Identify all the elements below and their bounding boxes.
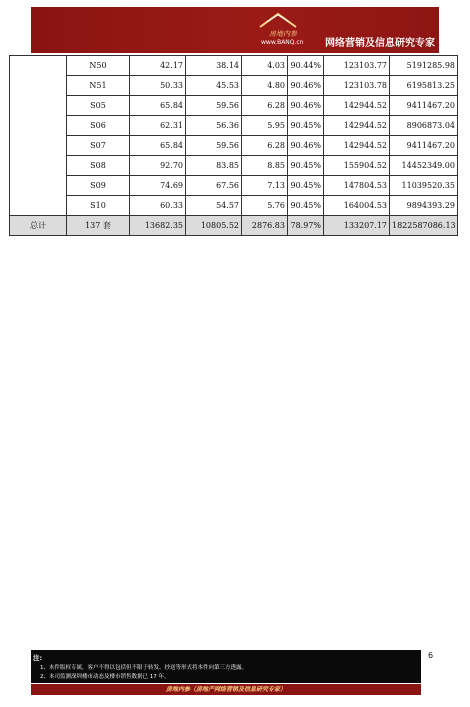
note-line-2: 2、本司监测深圳楼市动态及楼市销售数据已 17 年。: [40, 674, 170, 680]
value-cell: 54.57: [186, 196, 242, 216]
table-row: [10, 176, 458, 196]
logo-script: 房地内参: [269, 30, 297, 38]
table-row: [10, 136, 458, 156]
value-cell: 92.70: [130, 156, 186, 176]
value-cell: 142944.52: [324, 136, 390, 156]
table-row: [10, 56, 458, 76]
value-cell: 4.03: [242, 56, 288, 76]
note-line-1: 1、本件版权专属，客户不得以包括但不限于转发、抄送等形式将本件向第三方透露。: [40, 665, 248, 671]
value-cell: 67.56: [186, 176, 242, 196]
value-cell: 164004.53: [324, 196, 390, 216]
value-cell: 8.85: [242, 156, 288, 176]
value-cell: 123103.77: [324, 56, 390, 76]
total-label-cell: 总计: [10, 216, 67, 236]
value-cell: 62.31: [130, 116, 186, 136]
value-cell: 60.33: [130, 196, 186, 216]
value-cell: 155904.52: [324, 156, 390, 176]
unit-cell: S05: [67, 96, 130, 116]
value-cell: 59.56: [186, 136, 242, 156]
table-row: [10, 156, 458, 176]
total-value-cell: 2876.83: [242, 216, 288, 236]
table-row: [10, 196, 458, 216]
value-cell: 7.13: [242, 176, 288, 196]
total-value-cell: 13682.35: [130, 216, 186, 236]
value-cell: 65.84: [130, 96, 186, 116]
unit-cell: S09: [67, 176, 130, 196]
value-cell: 74.69: [130, 176, 186, 196]
unit-cell: N50: [67, 56, 130, 76]
total-value-cell: 10805.52: [186, 216, 242, 236]
value-cell: 56.36: [186, 116, 242, 136]
value-cell: 90.45%: [288, 156, 324, 176]
data-table: [9, 55, 458, 236]
value-cell: 5191285.98: [390, 56, 458, 76]
value-cell: 123103.78: [324, 76, 390, 96]
total-value-cell: 78.97%: [288, 216, 324, 236]
value-cell: 38.14: [186, 56, 242, 76]
value-cell: 9411467.20: [390, 136, 458, 156]
value-cell: 90.46%: [288, 96, 324, 116]
value-cell: 83.85: [186, 156, 242, 176]
value-cell: 45.53: [186, 76, 242, 96]
value-cell: 90.45%: [288, 116, 324, 136]
value-cell: 147804.53: [324, 176, 390, 196]
value-cell: 11039520.35: [390, 176, 458, 196]
value-cell: 5.95: [242, 116, 288, 136]
value-cell: 6195813.25: [390, 76, 458, 96]
unit-cell: S10: [67, 196, 130, 216]
value-cell: 142944.52: [324, 116, 390, 136]
unit-cell: S06: [67, 116, 130, 136]
unit-cell: S08: [67, 156, 130, 176]
total-unit-cell: 137 套: [67, 216, 130, 236]
value-cell: 90.46%: [288, 76, 324, 96]
value-cell: 42.17: [130, 56, 186, 76]
value-cell: 90.46%: [288, 136, 324, 156]
page-number: 6: [428, 651, 434, 660]
value-cell: 59.56: [186, 96, 242, 116]
header-title: 网络营销及信息研究专家: [325, 38, 435, 49]
value-cell: 90.45%: [288, 176, 324, 196]
table-row: [10, 116, 458, 136]
value-cell: 5.76: [242, 196, 288, 216]
value-cell: 9411467.20: [390, 96, 458, 116]
table-body: [10, 56, 458, 236]
group-cell: [10, 56, 67, 216]
value-cell: 65.84: [130, 136, 186, 156]
value-cell: 8906873.04: [390, 116, 458, 136]
total-value-cell: 133207.17: [324, 216, 390, 236]
value-cell: 4.80: [242, 76, 288, 96]
note-box: [31, 650, 421, 683]
value-cell: 90.45%: [288, 196, 324, 216]
value-cell: 90.44%: [288, 56, 324, 76]
total-row: [10, 216, 458, 236]
value-cell: 50.33: [130, 76, 186, 96]
logo-url: www.BANQ.cn: [261, 39, 304, 46]
value-cell: 9894393.29: [390, 196, 458, 216]
header-banner: [31, 7, 439, 53]
unit-cell: N51: [67, 76, 130, 96]
value-cell: 14452349.00: [390, 156, 458, 176]
value-cell: 142944.52: [324, 96, 390, 116]
value-cell: 6.28: [242, 96, 288, 116]
note-title: 注:: [33, 654, 43, 662]
table-row: [10, 96, 458, 116]
unit-cell: S07: [67, 136, 130, 156]
house-logo-icon: [258, 11, 298, 31]
value-cell: 6.28: [242, 136, 288, 156]
table-row: [10, 76, 458, 96]
footer-bar: 房地内参（房地产网络营销及信息研究专家）: [31, 684, 421, 695]
total-value-cell: 1822587086.13: [390, 216, 458, 236]
